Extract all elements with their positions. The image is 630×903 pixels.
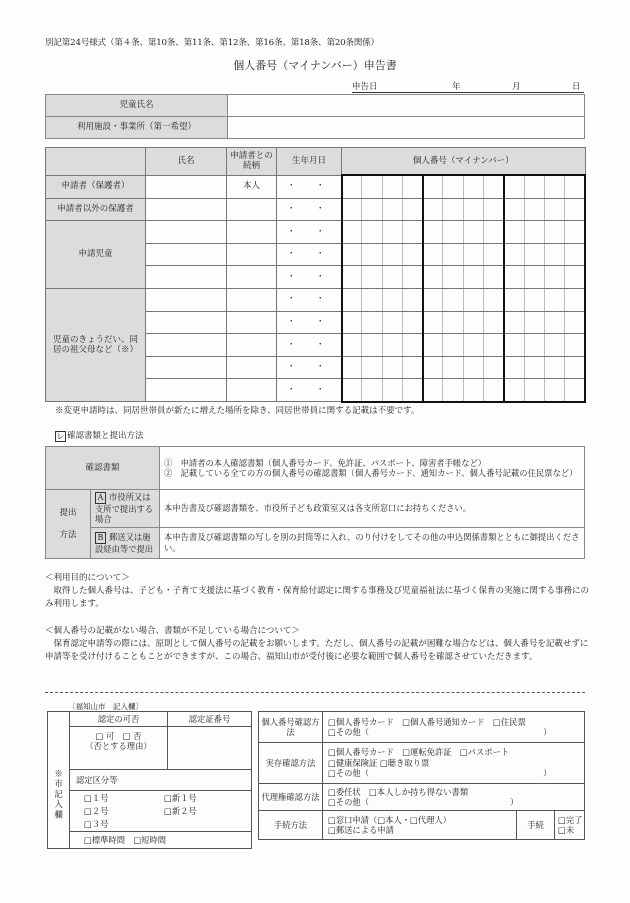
birthdate-field[interactable]: ・ ・ [277, 379, 342, 402]
mynumber-digit-cell[interactable] [484, 266, 504, 289]
mynumber-digit-cell[interactable] [402, 288, 422, 311]
birthdate-field[interactable]: ・ ・ [277, 288, 342, 311]
mynumber-digit-cell[interactable] [342, 198, 362, 221]
group-label: 申請児童 [46, 221, 146, 289]
submit-label-line: 提出 [59, 507, 77, 518]
confirm-item: ① 申請者の本人確認書類（個人番号カード、免許証、パスポート、障害者手帳など） [164, 457, 487, 468]
missing-body: 保育認定申請等の際には、原則として個人番号の記載をお願いします。ただし、個人番号の記載が困難な場合などは、個人番号を記載せずに申請等を受け付けることもことができますが、この場合、福知山市が受付後に必要な範囲で個人番号を確認させていただきます。 [45, 639, 589, 662]
mynumber-digit-cell[interactable] [484, 175, 504, 198]
mynumber-digit-cell[interactable] [504, 311, 524, 334]
mynumber-digit-cell[interactable] [443, 175, 463, 198]
mynumber-digit-cell[interactable] [342, 356, 362, 379]
submit-method-label [46, 490, 91, 559]
birthdate-field[interactable]: ・ ・ [277, 221, 342, 244]
mynumber-digit-cell[interactable] [524, 175, 544, 198]
mynumber-digit-cell[interactable] [544, 311, 564, 334]
mynumber-digit-cell[interactable] [423, 311, 443, 334]
name-field[interactable] [146, 334, 227, 357]
city-side-label: ※市記入欄 [48, 712, 70, 849]
mynumber-digit-cell[interactable] [443, 356, 463, 379]
reject-reason-label: （否とする理由） [85, 741, 152, 752]
mynumber-digit-cell[interactable] [484, 288, 504, 311]
mynumber-digit-cell[interactable] [362, 311, 382, 334]
mynumber-digit-cell[interactable] [402, 356, 422, 379]
option-line[interactable]: □その他（ ） [328, 768, 552, 779]
mynumber-digit-cell[interactable] [524, 379, 544, 402]
proxy-method-options[interactable] [323, 784, 585, 811]
mynumber-digit-cell[interactable] [382, 356, 402, 379]
mynumber-digit-cell[interactable] [382, 288, 402, 311]
mynumber-digit-cell[interactable] [565, 266, 585, 289]
mynumber-digit-cell[interactable] [544, 356, 564, 379]
approval-checkboxes[interactable]: □ 可 □ 否 [95, 731, 142, 741]
missing-section [45, 625, 590, 664]
purpose-heading: ＜利用目的について＞ [45, 573, 130, 583]
birthdate-field[interactable]: ・ ・ [277, 311, 342, 334]
relation-field[interactable] [227, 243, 277, 266]
method-a-label [91, 490, 160, 528]
name-field[interactable] [146, 198, 227, 221]
option-line[interactable]: □個人番号カード □個人番号通知カード □住民票 [328, 716, 526, 727]
submit-label-line: 方法 [59, 529, 77, 540]
mynumber-digit-cell[interactable] [382, 243, 402, 266]
mynumber-digit-cell[interactable] [463, 243, 483, 266]
mynumber-digit-cell[interactable] [544, 334, 564, 357]
city-section-label: 〔福知山市 記入欄〕 [68, 702, 143, 711]
option-line[interactable]: □郵送による申請 [328, 825, 394, 835]
check-icon: レ [56, 432, 65, 441]
mynumber-digit-cell[interactable] [463, 175, 483, 198]
birthdate-field[interactable]: ・ ・ [277, 334, 342, 357]
mynumber-digit-cell[interactable] [402, 266, 422, 289]
mynumber-digit-cell[interactable] [362, 379, 382, 402]
confirm-item: ② 記載している全ての方の個人番号の確認書類（個人番号カード、通知カード、個人番号記載の住民票など） [164, 468, 578, 478]
mynumber-digit-cell[interactable] [504, 243, 524, 266]
mynumber-digit-cell[interactable] [544, 243, 564, 266]
mynumber-digit-cell[interactable] [423, 356, 443, 379]
header-mynumber: 個人番号（マイナンバー） [342, 148, 586, 176]
mynumber-digit-cell[interactable] [544, 221, 564, 244]
page-title: 個人番号（マイナンバー）申告書 [233, 59, 397, 72]
confirm-docs-list [160, 447, 585, 490]
purpose-body: 取得した個人番号は、子ども・子育て支援法に基づく教育・保育給付認定に関する事務及び児童福祉法に基づく保育の実施に関する事務にのみ利用します。 [45, 586, 590, 609]
option-line[interactable]: □その他（ ） [328, 797, 519, 807]
group-label: 申請者以外の保護者 [46, 198, 146, 221]
group-label: 児童のきょうだい、同居の祖父母など（※） [46, 288, 146, 401]
option-line[interactable]: □窓口申請（□本人・□代理人） [328, 814, 452, 825]
name-field[interactable] [146, 379, 227, 402]
letter-b-icon: B [95, 532, 106, 544]
name-field[interactable] [146, 266, 227, 289]
mynumber-digit-cell[interactable] [524, 288, 544, 311]
mynumber-digit-cell[interactable] [504, 198, 524, 221]
method-b-description: 本申告書及び確認書類の写しを別の封筒等に入れ、のり付けをしてその他の申込関係書類とともに御提出ください。 [160, 527, 585, 558]
method-b-label [91, 527, 160, 558]
mynumber-digit-cell[interactable] [463, 334, 483, 357]
mynumber-digit-cell[interactable] [423, 288, 443, 311]
category-new-2[interactable]: □新２号 [164, 805, 197, 816]
table-row [46, 221, 586, 244]
mynumber-digit-cell[interactable] [402, 311, 422, 334]
relation-field[interactable]: 本人 [227, 175, 277, 198]
mynumber-digit-cell[interactable] [524, 356, 544, 379]
mynumber-digit-cell[interactable] [423, 198, 443, 221]
docs-table [45, 446, 585, 559]
mynumber-digit-cell[interactable] [342, 379, 362, 402]
mynumber-digit-cell[interactable] [423, 379, 443, 402]
birthdate-field[interactable]: ・ ・ [277, 198, 342, 221]
mynumber-digit-cell[interactable] [565, 379, 585, 402]
form-reference: 別記第24号様式（第４条、第10条、第11条、第12条、第16条、第18条、第20条関係） [45, 38, 379, 48]
mynumber-digit-cell[interactable] [342, 243, 362, 266]
mynumber-digit-cell[interactable] [362, 266, 382, 289]
category-header: 認定区分等 [70, 770, 252, 791]
mynumber-digit-cell[interactable] [443, 221, 463, 244]
method-b-text: 郵送又は施設経由等で提出 [95, 531, 154, 554]
mynumber-digit-cell[interactable] [443, 311, 463, 334]
mynumber-digit-cell[interactable] [362, 221, 382, 244]
mynumber-digit-cell[interactable] [565, 221, 585, 244]
household-table [45, 147, 586, 403]
name-field[interactable] [146, 356, 227, 379]
mynumber-digit-cell[interactable] [524, 221, 544, 244]
mynumber-digit-cell[interactable] [342, 221, 362, 244]
mynumber-digit-cell[interactable] [342, 311, 362, 334]
table-row [46, 175, 586, 198]
mynumber-digit-cell[interactable] [443, 288, 463, 311]
mynumber-digit-cell[interactable] [484, 311, 504, 334]
mynumber-digit-cell[interactable] [443, 243, 463, 266]
table-row [46, 198, 586, 221]
birthdate-field[interactable]: ・ ・ [277, 356, 342, 379]
mynumber-digit-cell[interactable] [504, 266, 524, 289]
date-day[interactable]: 日 [572, 82, 581, 92]
mynumber-digit-cell[interactable] [342, 288, 362, 311]
mynumber-digit-cell[interactable] [362, 288, 382, 311]
relation-field[interactable] [227, 288, 277, 311]
category-3[interactable]: □３号 [84, 818, 109, 829]
mynumber-digit-cell[interactable] [402, 198, 422, 221]
mynumber-digit-cell[interactable] [382, 379, 402, 402]
status-complete[interactable]: □完了 [558, 814, 583, 825]
mynumber-digit-cell[interactable] [382, 311, 402, 334]
declaration-date [352, 80, 584, 93]
cert-number-header: 認定証番号 [168, 712, 252, 727]
mynumber-digit-cell[interactable] [565, 334, 585, 357]
mynumber-digit-cell[interactable] [382, 175, 402, 198]
mynumber-digit-cell[interactable] [524, 243, 544, 266]
mynumber-digit-cell[interactable] [484, 243, 504, 266]
category-1[interactable]: □１号 [84, 792, 109, 803]
date-year[interactable]: 年 [452, 82, 461, 92]
identity-method-label: 実存確認方法 [259, 743, 323, 784]
mynumber-digit-cell[interactable] [504, 379, 524, 402]
time-options[interactable]: □標準時間 □短時間 [70, 832, 252, 849]
name-field[interactable] [146, 311, 227, 334]
mynumber-digit-cell[interactable] [565, 198, 585, 221]
status-options[interactable] [555, 811, 585, 840]
mynumber-digit-cell[interactable] [423, 266, 443, 289]
proxy-method-label: 代理権確認方法 [259, 784, 323, 811]
mynumber-method-options[interactable] [323, 712, 585, 743]
mynumber-digit-cell[interactable] [402, 175, 422, 198]
category-2[interactable]: □２号 [84, 805, 109, 816]
mynumber-method-label: 個人番号確認方法 [259, 712, 323, 743]
mynumber-digit-cell[interactable] [382, 221, 402, 244]
mynumber-digit-cell[interactable] [504, 221, 524, 244]
mynumber-digit-cell[interactable] [402, 221, 422, 244]
mynumber-digit-cell[interactable] [565, 356, 585, 379]
mynumber-digit-cell[interactable] [565, 243, 585, 266]
mynumber-digit-cell[interactable] [423, 175, 443, 198]
missing-heading: ＜個人番号の記載がない場合、書類が不足している場合について＞ [45, 626, 300, 636]
mynumber-digit-cell[interactable] [484, 379, 504, 402]
mynumber-digit-cell[interactable] [504, 334, 524, 357]
mynumber-digit-cell[interactable] [463, 198, 483, 221]
facility-field[interactable] [228, 117, 585, 139]
docs-section-heading [55, 429, 144, 442]
mynumber-digit-cell[interactable] [504, 288, 524, 311]
mynumber-digit-cell[interactable] [382, 198, 402, 221]
method-a-description: 本申告書及び確認書類を、市役所子ども政策室又は各支所窓口にお持ちください。 [160, 490, 585, 528]
date-label: 申告日 [352, 82, 378, 92]
purpose-section [45, 572, 590, 611]
confirmation-table [258, 711, 585, 840]
mynumber-digit-cell[interactable] [342, 266, 362, 289]
mynumber-digit-cell[interactable] [443, 266, 463, 289]
mynumber-digit-cell[interactable] [524, 198, 544, 221]
letter-a-icon: A [95, 492, 106, 504]
mynumber-digit-cell[interactable] [382, 266, 402, 289]
relation-field[interactable] [227, 221, 277, 244]
date-month[interactable]: 月 [512, 82, 521, 92]
mynumber-digit-cell[interactable] [382, 334, 402, 357]
corner-cell [46, 148, 146, 176]
city-use-table [47, 711, 252, 849]
mynumber-digit-cell[interactable] [544, 198, 564, 221]
household-note: ※変更申請時は、同居世帯員が新たに増えた場所を除き、同居世帯員に関する記載は不要です。 [55, 406, 420, 416]
option-line[interactable]: □委任状 □本人しか持ち得ない書類 [328, 786, 469, 797]
name-field[interactable] [146, 221, 227, 244]
mynumber-digit-cell[interactable] [362, 334, 382, 357]
status-label: 手続 [517, 811, 555, 840]
table-row [46, 288, 586, 311]
mynumber-digit-cell[interactable] [524, 311, 544, 334]
facility-label: 利用施設・事業所（第一希望） [46, 117, 228, 139]
mynumber-digit-cell[interactable] [402, 379, 422, 402]
category-new-1[interactable]: □新１号 [164, 792, 197, 803]
mynumber-digit-cell[interactable] [402, 334, 422, 357]
relation-field[interactable] [227, 198, 277, 221]
mynumber-digit-cell[interactable] [544, 175, 564, 198]
header-relation: 申請者との続柄 [227, 148, 277, 176]
relation-field[interactable] [227, 379, 277, 402]
mynumber-digit-cell[interactable] [484, 356, 504, 379]
mynumber-digit-cell[interactable] [342, 175, 362, 198]
relation-field[interactable] [227, 266, 277, 289]
mynumber-digit-cell[interactable] [565, 311, 585, 334]
mynumber-digit-cell[interactable] [362, 356, 382, 379]
mynumber-digit-cell[interactable] [463, 311, 483, 334]
approval-header: 認定の可否 [70, 712, 168, 727]
relation-field[interactable] [227, 334, 277, 357]
mynumber-digit-cell[interactable] [524, 334, 544, 357]
mynumber-digit-cell[interactable] [463, 288, 483, 311]
procedure-label: 手続方法 [259, 811, 323, 840]
category-options[interactable] [70, 791, 252, 832]
mynumber-digit-cell[interactable] [443, 198, 463, 221]
method-a-text: 市役所又は支所で提出する場合 [95, 492, 154, 525]
cut-line [45, 692, 585, 693]
name-field[interactable] [146, 243, 227, 266]
mynumber-digit-cell[interactable] [544, 288, 564, 311]
relation-field[interactable] [227, 311, 277, 334]
relation-field[interactable] [227, 356, 277, 379]
option-line[interactable]: □個人番号カード □運転免許証 □パスポート [328, 747, 510, 758]
mynumber-digit-cell[interactable] [565, 175, 585, 198]
name-field[interactable] [146, 175, 227, 198]
mynumber-digit-cell[interactable] [362, 243, 382, 266]
identity-method-options[interactable] [323, 743, 585, 784]
birthdate-field[interactable]: ・ ・ [277, 266, 342, 289]
mynumber-digit-cell[interactable] [423, 221, 443, 244]
header-name: 氏名 [146, 148, 227, 176]
confirm-docs-label: 確認書類 [46, 447, 160, 490]
mynumber-digit-cell[interactable] [544, 379, 564, 402]
procedure-options[interactable] [323, 811, 517, 840]
status-incomplete[interactable]: □未 [558, 825, 575, 835]
mynumber-digit-cell[interactable] [463, 356, 483, 379]
child-name-label: 児童氏名 [46, 95, 228, 117]
mynumber-digit-cell[interactable] [463, 379, 483, 402]
header-birthdate: 生年月日 [277, 148, 342, 176]
birthdate-field[interactable]: ・ ・ [277, 175, 342, 198]
mynumber-digit-cell[interactable] [423, 243, 443, 266]
name-field[interactable] [146, 288, 227, 311]
mynumber-digit-cell[interactable] [362, 175, 382, 198]
mynumber-digit-cell[interactable] [443, 334, 463, 357]
approval-cell [70, 727, 168, 770]
mynumber-digit-cell[interactable] [484, 334, 504, 357]
cert-number-field[interactable] [168, 727, 252, 770]
mynumber-digit-cell[interactable] [504, 356, 524, 379]
mynumber-digit-cell[interactable] [443, 379, 463, 402]
mynumber-digit-cell[interactable] [402, 243, 422, 266]
option-line[interactable]: □健康保険証 □聴き取り票 [328, 757, 430, 768]
mynumber-digit-cell[interactable] [544, 266, 564, 289]
mynumber-digit-cell[interactable] [504, 175, 524, 198]
mynumber-digit-cell[interactable] [484, 198, 504, 221]
birthdate-field[interactable]: ・ ・ [277, 243, 342, 266]
group-label: 申請者（保護者） [46, 175, 146, 198]
mynumber-digit-cell[interactable] [565, 288, 585, 311]
mynumber-digit-cell[interactable] [423, 334, 443, 357]
option-line[interactable]: □その他（ ） [328, 727, 552, 737]
mynumber-digit-cell[interactable] [484, 221, 504, 244]
child-name-field[interactable] [228, 95, 585, 117]
docs-heading-text: 確認書類と提出方法 [67, 431, 144, 441]
mynumber-digit-cell[interactable] [463, 221, 483, 244]
mynumber-digit-cell[interactable] [342, 334, 362, 357]
mynumber-digit-cell[interactable] [463, 266, 483, 289]
mynumber-digit-cell[interactable] [524, 266, 544, 289]
mynumber-digit-cell[interactable] [362, 198, 382, 221]
child-info-table [45, 94, 585, 139]
